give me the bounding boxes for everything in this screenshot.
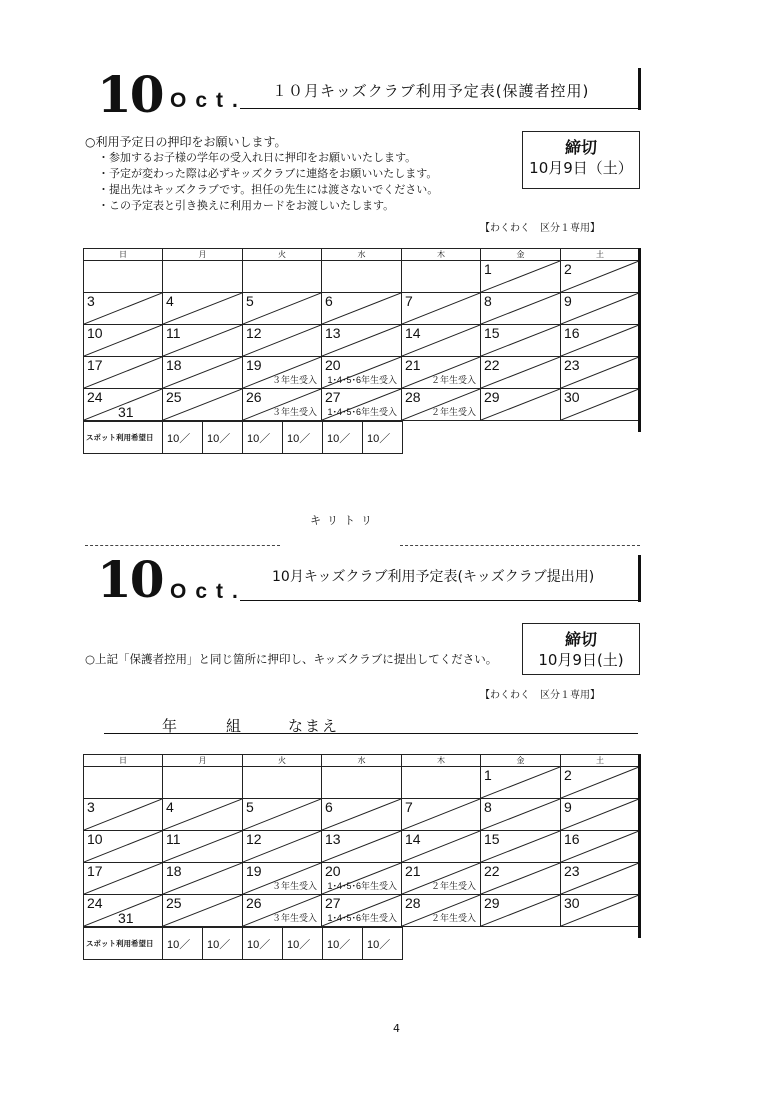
- calendar-parent: [83, 754, 640, 960]
- day-number: 14: [405, 325, 421, 341]
- calendar-day-cell[interactable]: [163, 325, 243, 357]
- class-label: 組: [226, 717, 242, 735]
- acceptance-note: ２年生受入: [430, 913, 476, 923]
- calendar-weeks: [84, 767, 640, 927]
- day-number: 19: [246, 357, 262, 373]
- day-number: 22: [484, 863, 500, 879]
- calendar-day-cell[interactable]: [402, 895, 481, 927]
- weekday-label: 月: [163, 249, 243, 261]
- calendar-day-cell[interactable]: [243, 389, 322, 421]
- calendar-day-cell[interactable]: [402, 357, 481, 389]
- spot-date-field[interactable]: 10／: [163, 928, 203, 960]
- day-number: 24: [87, 895, 103, 911]
- instructions: [85, 134, 505, 214]
- day-number: 15: [484, 325, 500, 341]
- spot-date-field[interactable]: 10／: [283, 422, 323, 454]
- form-title: 10月キッズクラブ利用予定表(キッズクラブ提出用): [272, 569, 595, 585]
- calendar-day-cell[interactable]: [322, 357, 402, 389]
- acceptance-note: ３年生受入: [271, 881, 317, 891]
- spot-date-field[interactable]: 10／: [243, 928, 283, 960]
- day-number: 12: [246, 325, 262, 341]
- year-label: 年: [162, 717, 178, 735]
- spot-table: [83, 927, 403, 960]
- day-number: 21: [405, 357, 421, 373]
- spot-date-field[interactable]: 10／: [283, 928, 323, 960]
- day-number: 8: [484, 293, 492, 309]
- calendar-day-cell[interactable]: [481, 831, 561, 863]
- calendar-day-cell[interactable]: [561, 261, 640, 293]
- acceptance-note: ３年生受入: [271, 375, 317, 385]
- day-number: 4: [166, 293, 174, 309]
- calendar-day-cell[interactable]: [561, 799, 640, 831]
- deadline-date: 10月9日(土): [538, 651, 624, 669]
- day-number: 18: [166, 863, 182, 879]
- calendar-day-cell[interactable]: [561, 863, 640, 895]
- weekday-label: 土: [561, 249, 640, 261]
- spot-date-field[interactable]: 10／: [203, 928, 243, 960]
- calendar-day-cell[interactable]: [322, 325, 402, 357]
- calendar-day-cell[interactable]: [481, 389, 561, 421]
- cut-line-label: キリトリ: [310, 514, 378, 527]
- calendar-day-cell[interactable]: [243, 293, 322, 325]
- calendar-day-cell[interactable]: [84, 831, 163, 863]
- day-number: 8: [484, 799, 492, 815]
- day-number: 29: [484, 895, 500, 911]
- day-number: 6: [325, 799, 333, 815]
- spot-date-field[interactable]: 10／: [163, 422, 203, 454]
- acceptance-note: 1･4･5･6年生受入: [327, 913, 397, 923]
- calendar-day-cell[interactable]: [163, 293, 243, 325]
- day-number: 26: [246, 895, 262, 911]
- calendar-day-cell[interactable]: [84, 261, 163, 293]
- month-number: 10: [97, 550, 163, 609]
- calendar-day-cell[interactable]: [481, 325, 561, 357]
- weekday-label: 月: [163, 755, 243, 767]
- calendar-week: [84, 325, 640, 357]
- acceptance-note: 1･4･5･6年生受入: [327, 407, 397, 417]
- deadline-box: [522, 623, 640, 675]
- acceptance-note: ３年生受入: [271, 407, 317, 417]
- calendar-weeks: [84, 261, 640, 421]
- instruction-item: ・予定が変わった際は必ずキッズクラブに連絡をお願いいたします。: [98, 167, 438, 180]
- calendar-week: [84, 799, 640, 831]
- cut-line-right: [400, 545, 640, 546]
- calendar-week: [84, 357, 640, 389]
- calendar-week: [84, 767, 640, 799]
- day-number: 23: [564, 357, 580, 373]
- calendar-day-cell[interactable]: [84, 293, 163, 325]
- calendar-day-cell[interactable]: [243, 261, 322, 293]
- day-number: 24: [87, 389, 103, 405]
- month-number: 10: [97, 65, 163, 124]
- weekday-label: 日: [84, 755, 163, 767]
- diagonal-line: [163, 799, 242, 830]
- diagonal-line: [243, 293, 321, 324]
- calendar-day-cell[interactable]: [243, 799, 322, 831]
- day-number: 31: [118, 404, 134, 420]
- day-number: 19: [246, 863, 262, 879]
- calendar-day-cell[interactable]: [243, 831, 322, 863]
- category-tag: 【わくわく 区分１専用】: [480, 223, 600, 234]
- submission-note: ○上記「保護者控用」と同じ箇所に押印し、キッズクラブに提出してください。: [85, 652, 498, 666]
- calendar-day-cell[interactable]: [561, 895, 640, 927]
- calendar-day-cell[interactable]: [84, 389, 163, 421]
- calendar-week: [84, 261, 640, 293]
- day-number: 5: [246, 293, 254, 309]
- calendar-day-cell[interactable]: [243, 863, 322, 895]
- weekday-label: 水: [322, 249, 402, 261]
- day-number: 11: [166, 831, 181, 847]
- acceptance-note: ２年生受入: [430, 881, 476, 891]
- calendar-day-cell[interactable]: [481, 767, 561, 799]
- weekday-header: [84, 755, 640, 767]
- title-underline: [240, 600, 640, 601]
- day-number: 15: [484, 831, 500, 847]
- diagonal-line: [322, 799, 401, 830]
- calendar-day-cell[interactable]: [402, 325, 481, 357]
- calendar-day-cell[interactable]: [163, 895, 243, 927]
- spot-label: スポット利用希望日: [84, 422, 163, 454]
- spot-date-field[interactable]: 10／: [243, 422, 283, 454]
- calendar-day-cell[interactable]: [481, 261, 561, 293]
- calendar-day-cell[interactable]: [163, 831, 243, 863]
- day-number: 3: [87, 799, 95, 815]
- calendar-day-cell[interactable]: [481, 357, 561, 389]
- day-number: 17: [87, 863, 103, 879]
- spot-date-field[interactable]: 10／: [363, 928, 403, 960]
- diagonal-line: [402, 293, 480, 324]
- calendar-day-cell[interactable]: [402, 799, 481, 831]
- weekday-label: 金: [481, 755, 561, 767]
- diagonal-line: [561, 767, 639, 798]
- calendar-day-cell[interactable]: [322, 293, 402, 325]
- calendar-week: [84, 389, 640, 421]
- calendar-day-cell[interactable]: [243, 325, 322, 357]
- day-number: 26: [246, 389, 262, 405]
- calendar-side-bar: [638, 754, 641, 938]
- calendar-day-cell[interactable]: [163, 767, 243, 799]
- day-number: 3: [87, 293, 95, 309]
- day-number: 10: [87, 831, 103, 847]
- title-underline: [240, 108, 640, 109]
- day-number: 29: [484, 389, 500, 405]
- calendar-day-cell[interactable]: [243, 895, 322, 927]
- calendar-day-cell[interactable]: [322, 895, 402, 927]
- calendar-day-cell[interactable]: [481, 293, 561, 325]
- diagonal-line: [243, 799, 321, 830]
- calendar-day-cell[interactable]: [561, 293, 640, 325]
- spot-date-field[interactable]: 10／: [203, 422, 243, 454]
- name-label: なまえ: [288, 717, 340, 735]
- day-number: 23: [564, 863, 580, 879]
- calendar-day-cell[interactable]: [322, 831, 402, 863]
- calendar-day-cell[interactable]: [402, 389, 481, 421]
- day-number: 30: [564, 389, 580, 405]
- calendar-day-cell[interactable]: [481, 863, 561, 895]
- diagonal-line: [481, 799, 560, 830]
- day-number: 2: [564, 261, 572, 277]
- deadline-date: 10月9日（土）: [529, 159, 633, 177]
- calendar-parent: [83, 248, 640, 454]
- day-number: 7: [405, 799, 413, 815]
- day-number: 22: [484, 357, 500, 373]
- day-number: 4: [166, 799, 174, 815]
- day-number: 2: [564, 767, 572, 783]
- day-number: 18: [166, 357, 182, 373]
- calendar-day-cell[interactable]: [163, 261, 243, 293]
- day-number: 31: [118, 910, 134, 926]
- day-number: 11: [166, 325, 181, 341]
- calendar-day-cell[interactable]: [561, 831, 640, 863]
- acceptance-note: 1･4･5･6年生受入: [327, 375, 397, 385]
- instruction-item: ・提出先はキッズクラブです。担任の先生には渡さないでください。: [98, 183, 439, 196]
- diagonal-line: [561, 261, 639, 292]
- title-bar: [638, 68, 641, 110]
- calendar-day-cell[interactable]: [163, 357, 243, 389]
- acceptance-note: ２年生受入: [430, 407, 476, 417]
- weekday-label: 木: [402, 249, 481, 261]
- day-number: 16: [564, 831, 580, 847]
- day-number: 5: [246, 799, 254, 815]
- weekday-label: 火: [243, 755, 322, 767]
- spot-label: スポット利用希望日: [84, 928, 163, 960]
- day-number: 14: [405, 831, 421, 847]
- calendar-day-cell[interactable]: [322, 261, 402, 293]
- name-line: [104, 715, 638, 734]
- calendar-week: [84, 831, 640, 863]
- calendar-day-cell[interactable]: [402, 767, 481, 799]
- day-number: 13: [325, 325, 341, 341]
- day-number: 13: [325, 831, 341, 847]
- instruction-item: ・参加するお子様の学年の受入れ日に押印をお願いいたします。: [98, 151, 417, 164]
- day-number: 20: [325, 863, 341, 879]
- diagonal-line: [402, 799, 480, 830]
- calendar-day-cell[interactable]: [322, 799, 402, 831]
- calendar-day-cell[interactable]: [163, 389, 243, 421]
- calendar-side-bar: [638, 248, 641, 432]
- diagonal-line: [163, 293, 242, 324]
- calendar-day-cell[interactable]: [84, 325, 163, 357]
- calendar-day-cell[interactable]: [561, 357, 640, 389]
- day-number: 21: [405, 863, 421, 879]
- month-abbr: Oct.: [170, 580, 247, 603]
- calendar-day-cell[interactable]: [243, 357, 322, 389]
- day-number: 16: [564, 325, 580, 341]
- calendar-day-cell[interactable]: [322, 767, 402, 799]
- calendar-table: [83, 248, 640, 421]
- spot-row: [84, 928, 403, 960]
- diagonal-line: [322, 293, 401, 324]
- month-abbr: Oct.: [170, 89, 247, 112]
- weekday-label: 水: [322, 755, 402, 767]
- spot-date-field[interactable]: 10／: [363, 422, 403, 454]
- diagonal-line: [84, 799, 162, 830]
- calendar-day-cell[interactable]: [322, 863, 402, 895]
- day-number: 20: [325, 357, 341, 373]
- calendar-day-cell[interactable]: [561, 325, 640, 357]
- calendar-day-cell[interactable]: [163, 799, 243, 831]
- weekday-label: 土: [561, 755, 640, 767]
- diagonal-line: [481, 767, 560, 798]
- calendar-day-cell[interactable]: [561, 389, 640, 421]
- day-number: 9: [564, 799, 572, 815]
- category-tag: 【わくわく 区分１専用】: [480, 690, 600, 701]
- deadline-box: [522, 131, 640, 189]
- day-number: 1: [484, 261, 492, 277]
- day-number: 28: [405, 895, 421, 911]
- calendar-week: [84, 895, 640, 927]
- title-bar: [638, 555, 641, 602]
- weekday-label: 木: [402, 755, 481, 767]
- calendar-day-cell[interactable]: [402, 831, 481, 863]
- acceptance-note: ２年生受入: [430, 375, 476, 385]
- page-number: 4: [393, 1022, 400, 1035]
- day-number: 25: [166, 895, 182, 911]
- weekday-label: 日: [84, 249, 163, 261]
- instructions-lead: ○利用予定日の押印をお願いします。: [85, 135, 287, 149]
- spot-row: [84, 422, 403, 454]
- calendar-week: [84, 293, 640, 325]
- day-number: 30: [564, 895, 580, 911]
- weekday-header: [84, 249, 640, 261]
- calendar-day-cell[interactable]: [481, 895, 561, 927]
- calendar-day-cell[interactable]: [402, 261, 481, 293]
- acceptance-note: 1･4･5･6年生受入: [327, 881, 397, 891]
- acceptance-note: ３年生受入: [271, 913, 317, 923]
- day-number: 17: [87, 357, 103, 373]
- weekday-label: 金: [481, 249, 561, 261]
- day-number: 27: [325, 895, 341, 911]
- diagonal-line: [481, 261, 560, 292]
- diagonal-line: [481, 293, 560, 324]
- calendar-table: [83, 754, 640, 927]
- spot-table: [83, 421, 403, 454]
- calendar-week: [84, 863, 640, 895]
- calendar-day-cell[interactable]: [84, 799, 163, 831]
- diagonal-line: [561, 799, 639, 830]
- calendar-day-cell[interactable]: [84, 895, 163, 927]
- weekday-label: 火: [243, 249, 322, 261]
- deadline-label: 締切: [564, 138, 597, 157]
- spot-date-field[interactable]: 10／: [323, 422, 363, 454]
- spot-date-field[interactable]: 10／: [323, 928, 363, 960]
- cut-line-left: [85, 545, 280, 546]
- calendar-day-cell[interactable]: [243, 767, 322, 799]
- calendar-day-cell[interactable]: [84, 767, 163, 799]
- diagonal-line: [561, 293, 639, 324]
- calendar-day-cell[interactable]: [561, 767, 640, 799]
- form-title: １０月キッズクラブ利用予定表(保護者控用): [272, 82, 590, 100]
- calendar-day-cell[interactable]: [402, 863, 481, 895]
- day-number: 12: [246, 831, 262, 847]
- day-number: 9: [564, 293, 572, 309]
- instruction-item: ・この予定表と引き換えに利用カードをお渡しいたします。: [98, 199, 395, 212]
- calendar-day-cell[interactable]: [481, 799, 561, 831]
- day-number: 1: [484, 767, 492, 783]
- day-number: 6: [325, 293, 333, 309]
- day-number: 10: [87, 325, 103, 341]
- calendar-day-cell[interactable]: [322, 389, 402, 421]
- day-number: 27: [325, 389, 341, 405]
- calendar-day-cell[interactable]: [84, 863, 163, 895]
- day-number: 7: [405, 293, 413, 309]
- day-number: 28: [405, 389, 421, 405]
- day-number: 25: [166, 389, 182, 405]
- diagonal-line: [84, 293, 162, 324]
- calendar-day-cell[interactable]: [84, 357, 163, 389]
- calendar-day-cell[interactable]: [402, 293, 481, 325]
- calendar-day-cell[interactable]: [163, 863, 243, 895]
- deadline-label: 締切: [564, 630, 597, 649]
